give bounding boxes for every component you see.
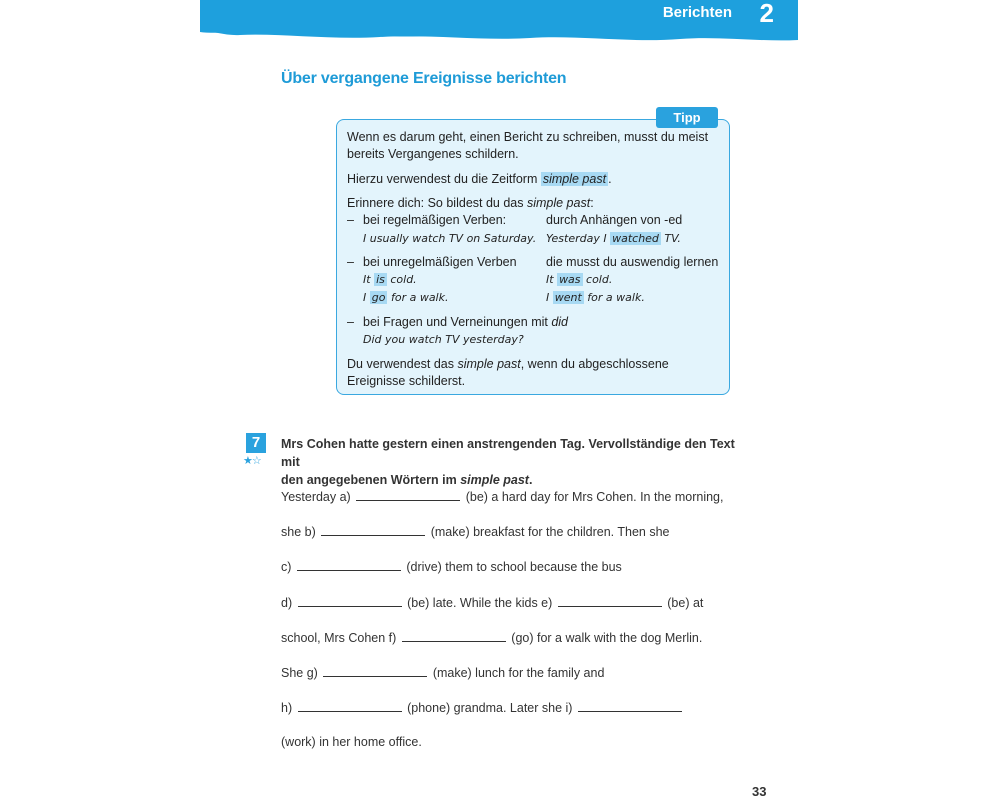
bullet-dash: – bbox=[347, 315, 354, 329]
regular-example-present: I usually watch TV on Saturday. bbox=[363, 232, 537, 245]
hierzu-term: simple past bbox=[542, 172, 607, 186]
regular-rule: durch Anhängen von -ed bbox=[546, 213, 683, 227]
irr2-past-post: for a walk. bbox=[583, 291, 645, 304]
line3-text-b: (drive) them to school because the bus bbox=[406, 560, 622, 574]
irregular-example-2-present bbox=[363, 291, 448, 304]
line1-text-b: (be) a hard day for Mrs Cohen. In the morning, bbox=[465, 490, 724, 504]
blank-d[interactable] bbox=[298, 594, 402, 607]
tipp-intro-line1: Wenn es darum geht, einen Bericht zu schreiben, musst du meist bbox=[347, 130, 709, 144]
title-line2-term: simple past bbox=[460, 473, 529, 487]
line6-text-a: She g) bbox=[281, 666, 318, 680]
difficulty-stars: ★☆ bbox=[243, 455, 261, 467]
page-number: 33 bbox=[752, 784, 767, 799]
line6-text-b: (make) lunch for the family and bbox=[432, 666, 605, 680]
line8-text-a: (work) in her home office. bbox=[281, 735, 422, 749]
irr1-past-post: cold. bbox=[582, 273, 613, 286]
hierzu-suffix: . bbox=[608, 172, 612, 186]
line2-text-b: (make) breakfast for the children. Then she bbox=[430, 525, 670, 539]
regular-past-pre: Yesterday I bbox=[546, 232, 611, 245]
line5-text-b: (go) for a walk with the dog Merlin. bbox=[511, 631, 703, 645]
irr2-past-pre: I bbox=[546, 291, 553, 304]
bullet-dash: – bbox=[347, 213, 354, 227]
irr2-present-verb: go bbox=[371, 291, 386, 304]
irr1-present-pre: It bbox=[363, 273, 375, 286]
tipp-label: Tipp bbox=[656, 107, 718, 128]
line4-text-a: d) bbox=[281, 596, 293, 610]
irr1-past-pre: It bbox=[546, 273, 558, 286]
irr1-present-verb: is bbox=[376, 273, 385, 286]
line3-text-a: c) bbox=[281, 560, 292, 574]
line5-text-a: school, Mrs Cohen f) bbox=[281, 631, 397, 645]
title-line2-suffix: . bbox=[528, 473, 533, 487]
tipp-hierzu bbox=[347, 172, 612, 186]
line2-text-a: she b) bbox=[281, 525, 316, 539]
exercise-title-line2 bbox=[281, 471, 741, 489]
closing-term: simple past bbox=[457, 357, 521, 371]
erinnere-term: simple past bbox=[526, 196, 591, 210]
irr2-present-pre: I bbox=[363, 291, 370, 304]
exercise-instructions bbox=[281, 435, 741, 489]
exercise-line-2 bbox=[281, 523, 670, 539]
exercise-line-5 bbox=[281, 629, 702, 645]
irr1-present-post: cold. bbox=[386, 273, 417, 286]
irr2-past-verb: went bbox=[554, 291, 582, 304]
blank-a[interactable] bbox=[356, 488, 460, 501]
line1-text-a: Yesterday a) bbox=[281, 490, 351, 504]
closing-prefix: Du verwendest das bbox=[347, 357, 458, 371]
irregular-example-2-past bbox=[546, 291, 645, 304]
blank-c[interactable] bbox=[297, 558, 401, 571]
exercise-title-line1: Mrs Cohen hatte gestern einen anstrengenden Tag. Vervollständige den Text mit bbox=[281, 437, 735, 469]
regular-past-post: TV. bbox=[660, 232, 681, 245]
questions-label bbox=[363, 315, 568, 329]
irr1-past-verb: was bbox=[559, 273, 581, 286]
line4-text-b: (be) late. While the kids e) bbox=[407, 596, 553, 610]
tipp-intro-line2: bereits Vergangenes schildern. bbox=[347, 147, 519, 161]
blank-h[interactable] bbox=[298, 699, 402, 712]
irregular-rule: die musst du auswendig lernen bbox=[546, 255, 719, 269]
line4-text-c: (be) at bbox=[667, 596, 704, 610]
exercise-line-3 bbox=[281, 558, 622, 574]
chapter-number: 2 bbox=[759, 0, 774, 28]
bullet-dash: – bbox=[347, 255, 354, 269]
regular-past-verb: watched bbox=[612, 232, 659, 245]
exercise-line-1 bbox=[281, 488, 723, 504]
irregular-example-1-past bbox=[546, 273, 612, 286]
questions-prefix: bei Fragen und Verneinungen mit bbox=[363, 315, 552, 329]
exercise-line-7 bbox=[281, 699, 684, 715]
blank-i[interactable] bbox=[578, 699, 682, 712]
closing-suffix: , wenn du abgeschlossene bbox=[520, 357, 669, 371]
blank-e[interactable] bbox=[558, 594, 662, 607]
page-heading: Über vergangene Ereignisse berichten bbox=[281, 70, 567, 87]
section-title: Berichten bbox=[662, 4, 732, 21]
tipp-erinnere bbox=[347, 196, 594, 210]
questions-term: did bbox=[551, 315, 569, 329]
exercise-number-badge: 7 bbox=[246, 433, 266, 453]
regular-example-past bbox=[546, 232, 681, 245]
line7-text-a: h) bbox=[281, 701, 293, 715]
exercise-line-4 bbox=[281, 594, 703, 610]
blank-g[interactable] bbox=[323, 664, 427, 677]
tipp-closing-line2: Ereignisse schilderst. bbox=[347, 374, 466, 388]
blank-b[interactable] bbox=[321, 523, 425, 536]
tipp-closing-line1 bbox=[347, 357, 669, 371]
exercise-line-6 bbox=[281, 664, 604, 680]
header-banner bbox=[200, 0, 798, 48]
irr2-present-post: for a walk. bbox=[387, 291, 449, 304]
irregular-example-1-present bbox=[363, 273, 417, 286]
line7-text-b: (phone) grandma. Later she i) bbox=[407, 701, 573, 715]
title-line2-prefix: den angegebenen Wörtern im bbox=[281, 473, 461, 487]
erinnere-suffix: : bbox=[590, 196, 594, 210]
regular-label: bei regelmäßigen Verben: bbox=[363, 213, 507, 227]
questions-example: Did you watch TV yesterday? bbox=[363, 333, 524, 346]
exercise-line-8 bbox=[281, 735, 422, 749]
irregular-label: bei unregelmäßigen Verben bbox=[363, 255, 517, 269]
blank-f[interactable] bbox=[402, 629, 506, 642]
hierzu-prefix: Hierzu verwendest du die Zeitform bbox=[347, 172, 541, 186]
erinnere-prefix: Erinnere dich: So bildest du das bbox=[347, 196, 527, 210]
